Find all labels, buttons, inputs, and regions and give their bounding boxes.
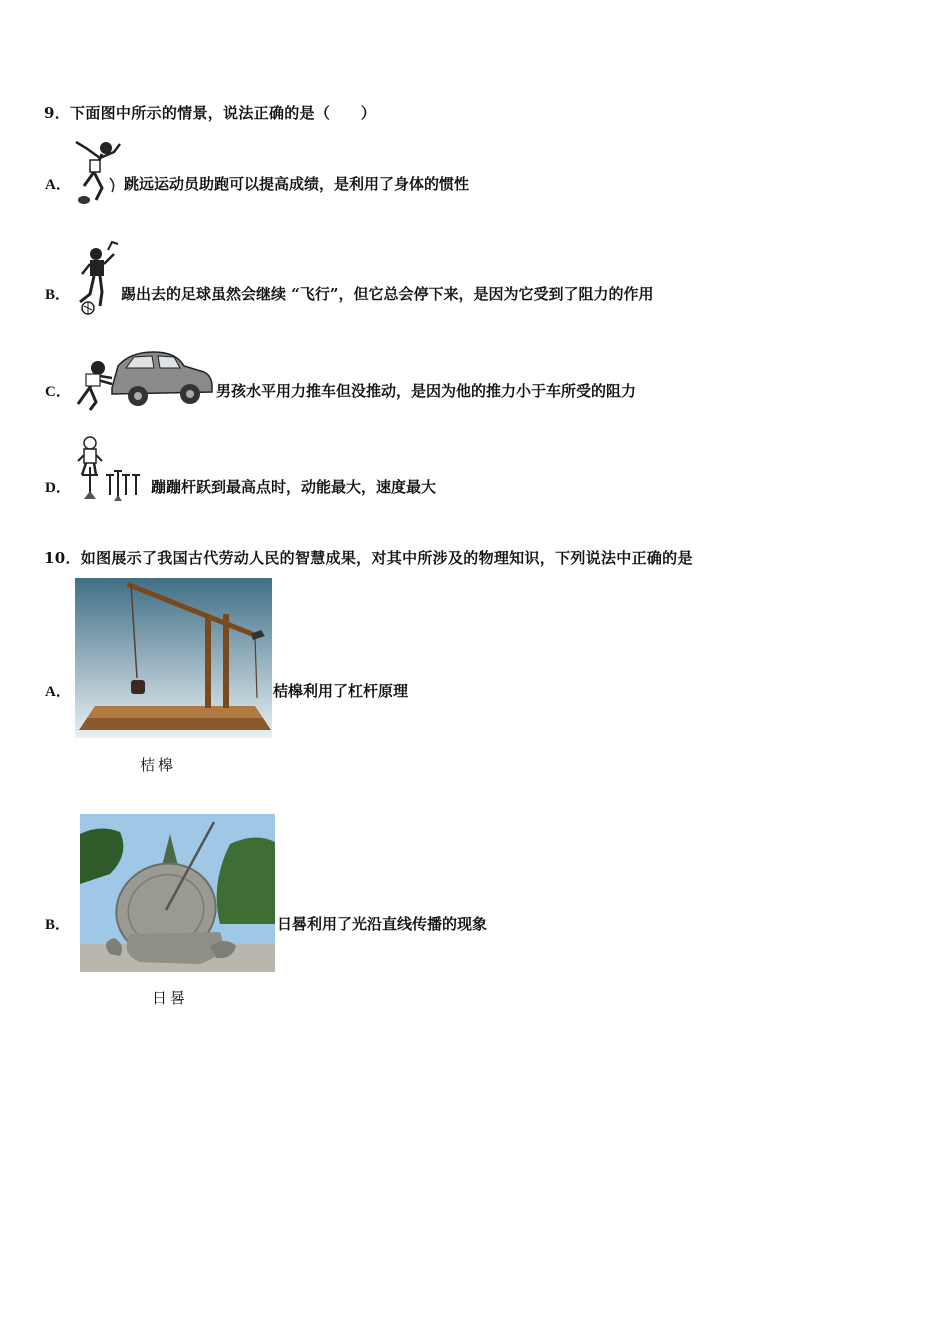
pogo-stick-figure [74, 435, 150, 503]
well-sweep-photo [75, 578, 272, 738]
well-sweep-caption: 桔槔 [140, 756, 177, 774]
option-c-letter: C． [45, 384, 71, 400]
option-c-text: 男孩水平用力推车但没推动，是因为他的推力小于车所受的阻力 [216, 382, 637, 400]
option-b-text: 踢出去的足球虽然会继续 “飞行”，但它总会停下来，是因为它受到了阻力的作用 [121, 285, 654, 303]
boy-pushing-car-figure [72, 348, 216, 414]
sundial-photo [80, 814, 275, 972]
option-d-letter: D． [45, 480, 71, 496]
option-b-text: 日晷利用了光沿直线传播的现象 [277, 915, 488, 933]
option-d-text: 蹦蹦杆跃到最高点时，动能最大，速度最大 [151, 478, 437, 496]
option-b-letter: B． [45, 917, 71, 933]
option-a-letter: A． [45, 177, 71, 193]
kicking-football-figure [72, 240, 124, 316]
option-b-letter: B． [45, 287, 71, 303]
sundial-caption: 日晷 [152, 989, 189, 1007]
option-a-text: 桔槔利用了杠杆原理 [273, 682, 409, 700]
option-a-text: 跳远运动员助跑可以提高成绩，是利用了身体的惯性 [124, 175, 470, 193]
question-9-title: 9．下面图中所示的情景，说法正确的是（ ） [44, 104, 377, 122]
question-10-title: 10．如图展示了我国古代劳动人民的智慧成果，对其中所涉及的物理知识，下列说法中正确的是 [44, 549, 693, 567]
option-a-letter: A． [45, 684, 71, 700]
long-jump-athlete-figure [72, 138, 124, 208]
